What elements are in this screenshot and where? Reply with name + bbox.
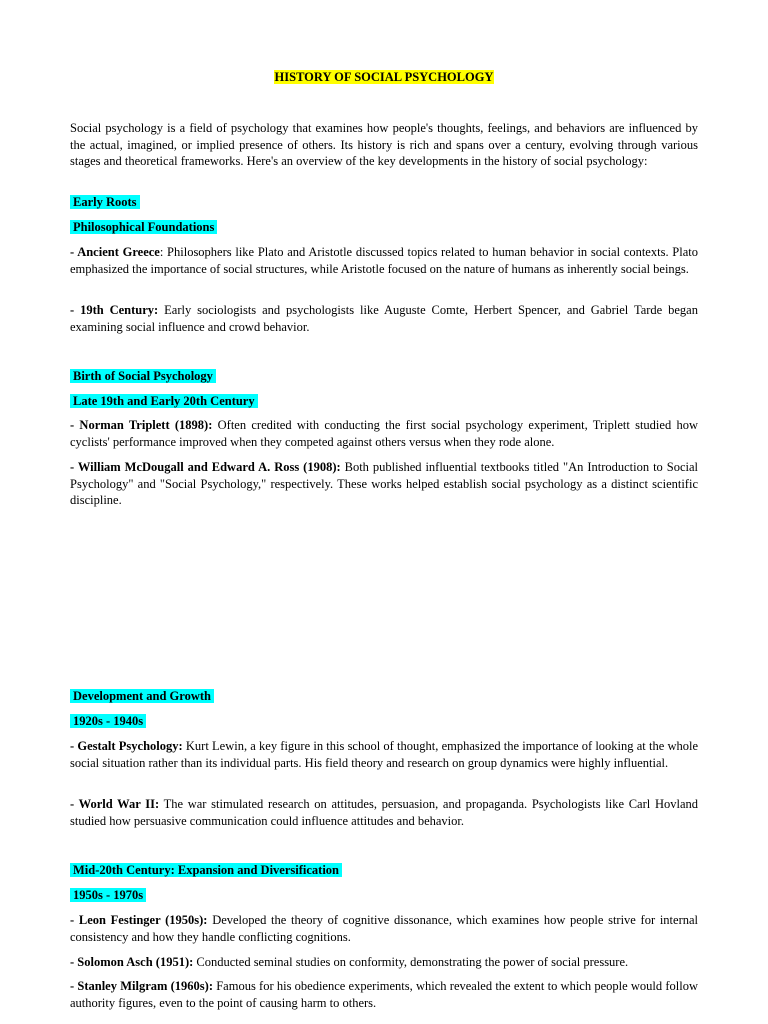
- subheading-philosophical-foundations: Philosophical Foundations: [70, 219, 698, 235]
- title-highlight: HISTORY OF SOCIAL PSYCHOLOGY: [274, 70, 494, 84]
- term-mcdougall-ross: - William McDougall and Edward A. Ross (1908):: [70, 460, 341, 474]
- paragraph-asch: - Solomon Asch (1951): Conducted seminal studies on conformity, demonstrating the power of social pressure.: [70, 955, 629, 969]
- term-world-war-ii: - World War II:: [70, 797, 160, 811]
- paragraph-19th-century: - 19th Century: Early sociologists and psychologists like Auguste Comte, Herbert Spencer, and Gabriel Tarde began examining social influence and crowd behavior.: [70, 303, 698, 334]
- subheading-late-19th: Late 19th and Early 20th Century: [70, 393, 698, 409]
- term-19th-century: - 19th Century:: [70, 303, 159, 317]
- subheading-1920s-1940s: 1920s - 1940s: [70, 713, 698, 729]
- term-asch: - Solomon Asch (1951):: [70, 955, 194, 969]
- paragraph-festinger: - Leon Festinger (1950s): Developed the theory of cognitive dissonance, which examines how people strive for internal consistency and how they handle conflicting cognitions.: [70, 913, 699, 944]
- section-heading-early-roots: Early Roots: [70, 194, 698, 210]
- document-title: [0, 69, 768, 85]
- term-festinger: - Leon Festinger (1950s):: [70, 913, 208, 927]
- intro-paragraph: Social psychology is a field of psychology that examines how people's thoughts, feelings, and behaviors are influenced by the actual, imagined, or implied presence of others. Its history is rich and spans over a century, evolving through various stages and theoretical frameworks. Here's an overview of the key developments in the history of social psychology:: [70, 121, 698, 169]
- term-triplett: - Norman Triplett (1898):: [70, 418, 213, 432]
- section-heading-mid-20th: Mid-20th Century: Expansion and Diversification: [70, 862, 698, 878]
- paragraph-mcdougall-ross: - William McDougall and Edward A. Ross (1908): Both published influential textbooks titled "An Introduction to Social Psychology" and "Social Psychology," respectively. These works helped establish social psychology as a distinct scientific discipline.: [70, 460, 698, 508]
- paragraph-milgram: - Stanley Milgram (1960s): Famous for his obedience experiments, which revealed the extent to which people would follow authority figures, even to the point of causing harm to others.: [70, 979, 698, 1010]
- section-heading-development: Development and Growth: [70, 688, 698, 704]
- term-ancient-greece: - Ancient Greece: [70, 245, 160, 259]
- paragraph-ancient-greece: - Ancient Greece: Philosophers like Plato and Aristotle discussed topics related to human behavior in social contexts. Plato emphasized the importance of social structures, while Aristotle focused on the nature of humans as inherently social beings.: [70, 245, 698, 276]
- section-heading-birth: Birth of Social Psychology: [70, 368, 698, 384]
- paragraph-triplett: - Norman Triplett (1898): Often credited with conducting the first social psychology experiment, Triplett studied how cyclists' performance improved when they competed against others versus when they rode alone.: [70, 418, 698, 449]
- term-gestalt: - Gestalt Psychology:: [70, 739, 183, 753]
- subheading-1950s-1970s: 1950s - 1970s: [70, 887, 698, 903]
- paragraph-world-war-ii: - World War II: The war stimulated research on attitudes, persuasion, and propaganda. Psychologists like Carl Hovland studied how persuasive communication could influence attitudes and behavior.: [70, 797, 698, 828]
- term-milgram: - Stanley Milgram (1960s):: [70, 979, 213, 993]
- paragraph-gestalt: - Gestalt Psychology: Kurt Lewin, a key figure in this school of thought, emphasized the importance of looking at the whole social situation rather than its individual parts. His field theory and research on group dynamics were highly influential.: [70, 739, 699, 770]
